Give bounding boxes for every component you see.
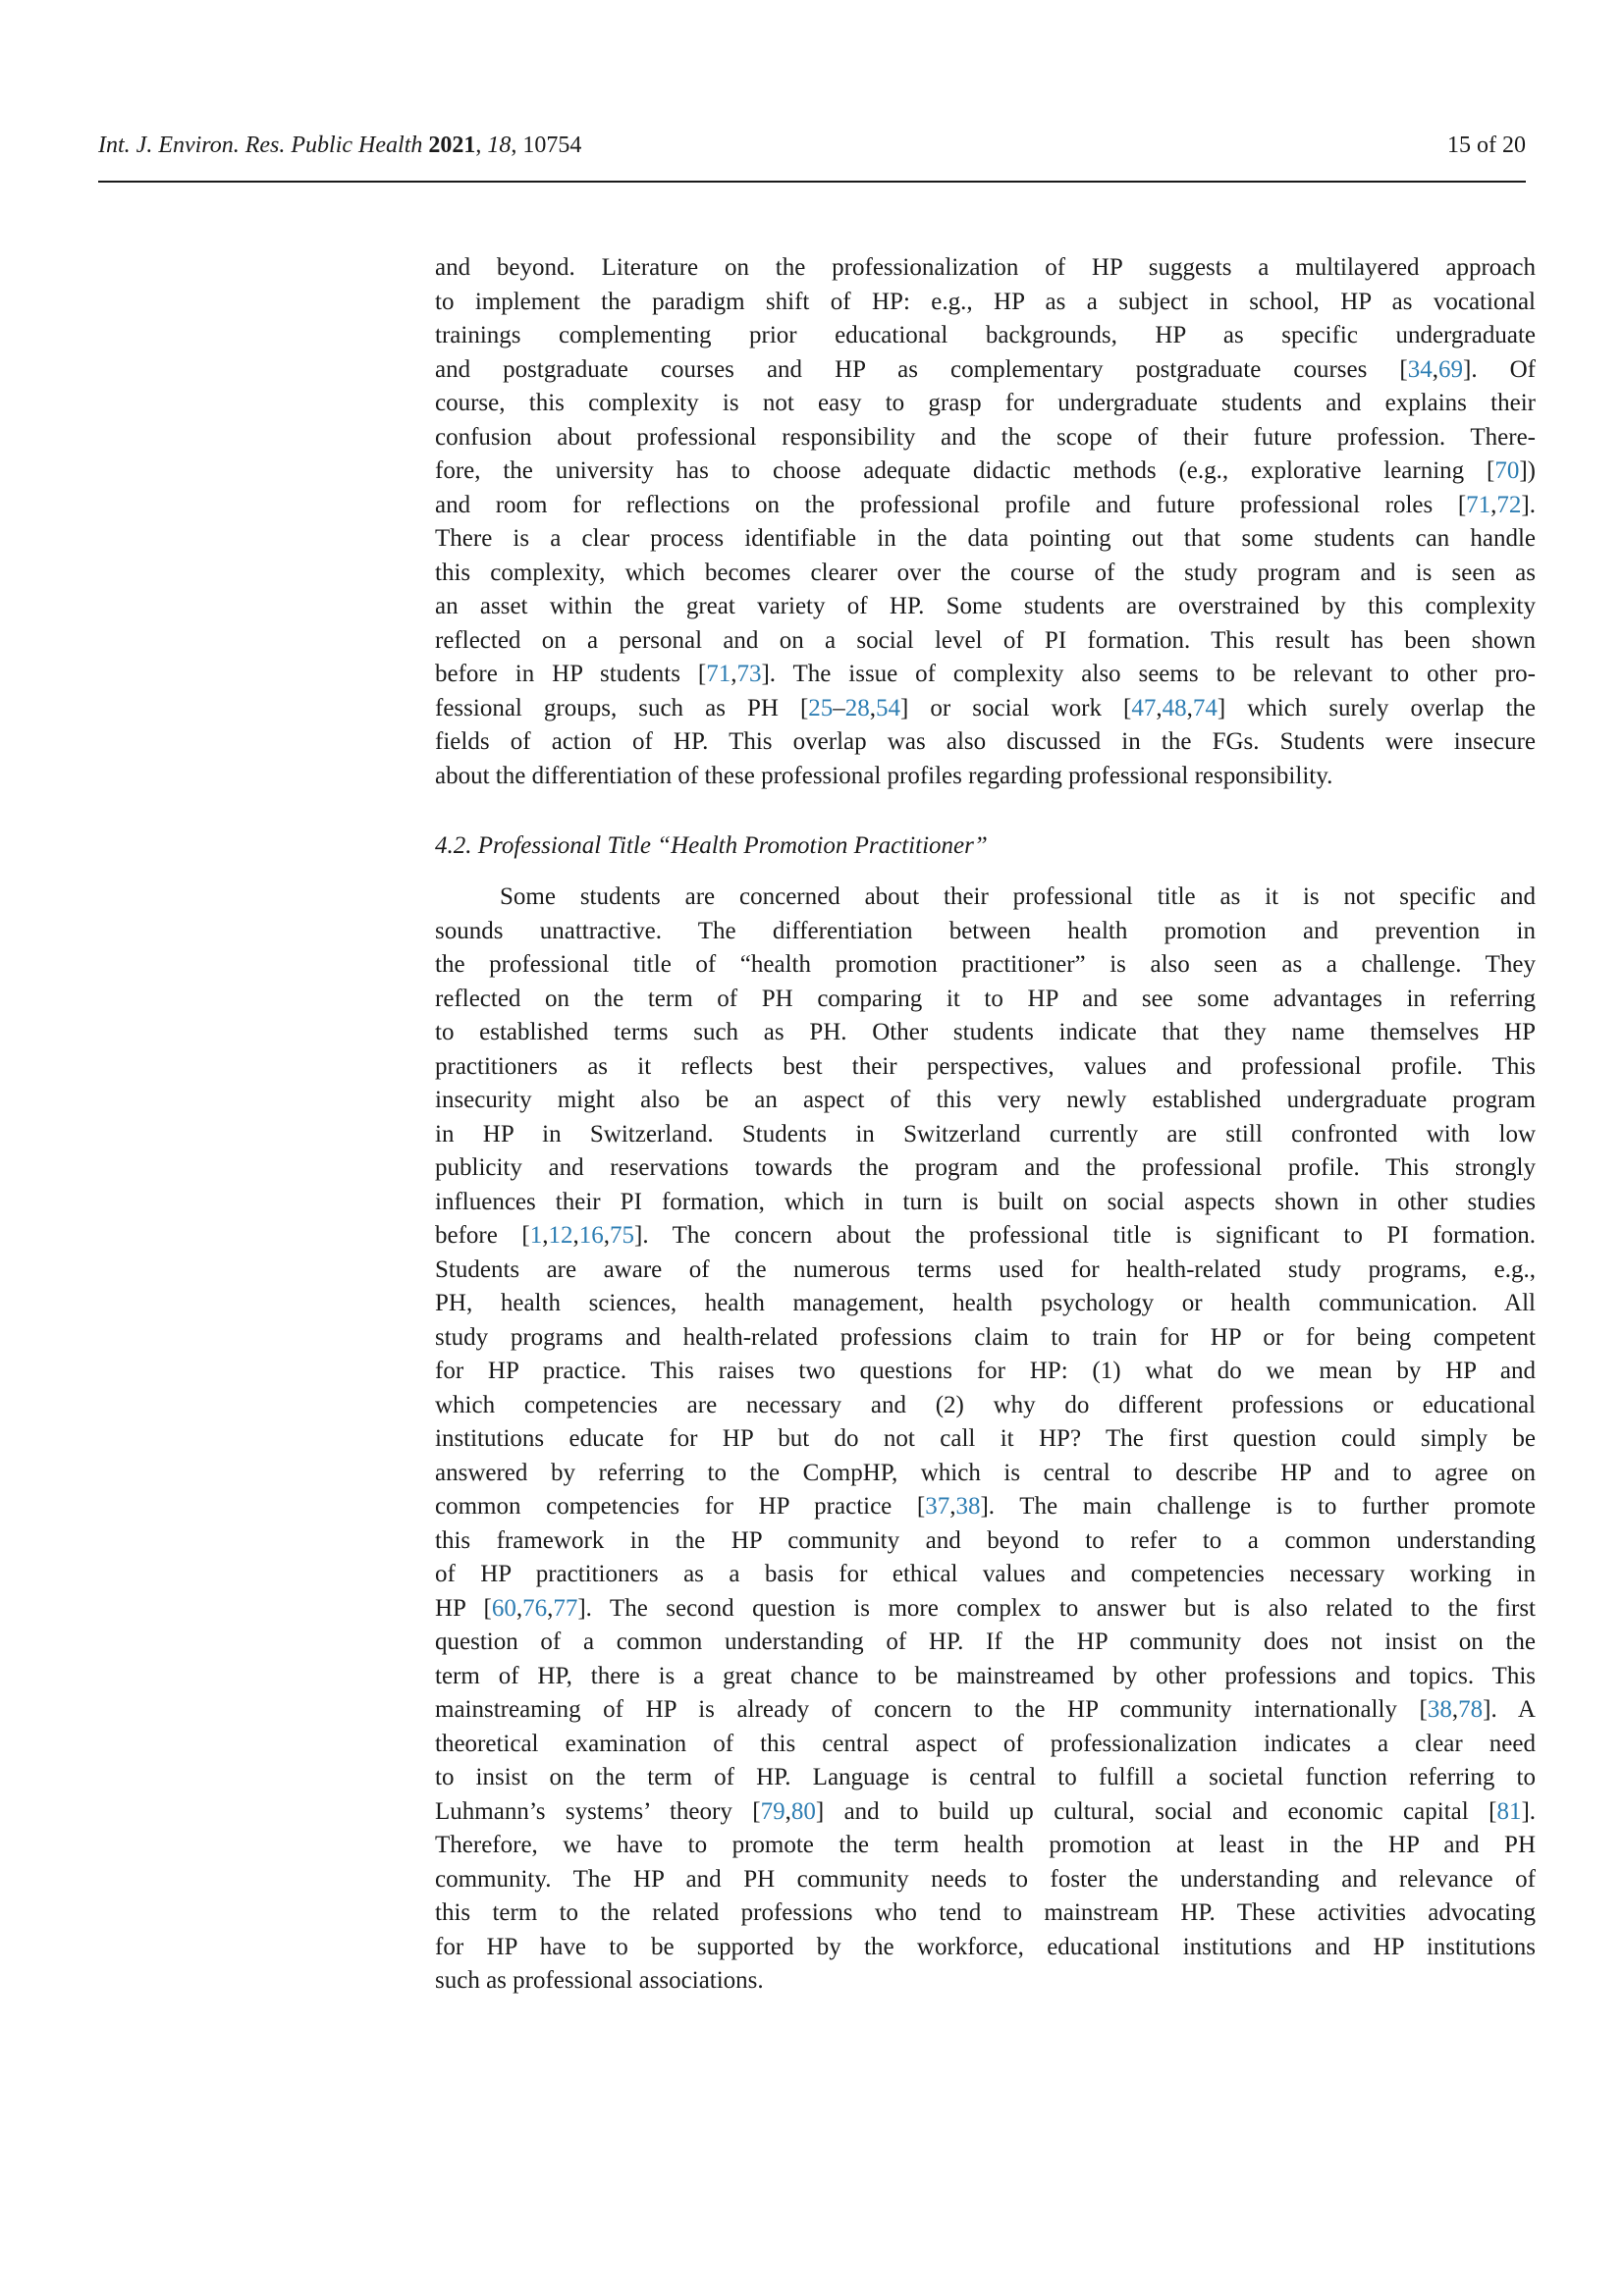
citation-link[interactable]: 37 xyxy=(925,1493,950,1520)
section-heading-4-2: 4.2. Professional Title “Health Promotion Practitioner” xyxy=(435,832,988,859)
text-line: HP [60,76,77]. The second question is more complex to answer but is also related to the first xyxy=(435,1594,1536,1622)
paragraph-complexity xyxy=(435,251,1536,793)
journal-citation-segment: Int. J. Environ. Res. Public Health xyxy=(98,133,423,158)
journal-citation-segment: 2021 xyxy=(428,133,476,158)
text-line: of HP practitioners as a basis for ethical values and competencies necessary working in xyxy=(435,1561,1536,1587)
text-line: question of a common understanding of HP. If the HP community does not insist on the xyxy=(435,1629,1536,1655)
citation-link[interactable]: 28 xyxy=(844,694,870,721)
citation-link[interactable]: 71 xyxy=(1466,491,1491,518)
text-line: which competencies are necessary and (2) why do different professions or educational xyxy=(435,1391,1536,1418)
citation-link[interactable]: 81 xyxy=(1496,1797,1522,1825)
journal-citation-segment: , xyxy=(475,133,488,158)
text-line: to established terms such as PH. Other students indicate that they name themselves HP xyxy=(435,1019,1536,1045)
text-line: course, this complexity is not easy to grasp for undergraduate students and explains their xyxy=(435,390,1536,416)
text-line: fields of action of HP. This overlap was also discussed in the FGs. Students were insecure xyxy=(435,728,1536,755)
citation-link[interactable]: 25 xyxy=(808,694,834,721)
text-line: such as professional associations. xyxy=(435,1967,764,1994)
citation-link[interactable]: 48 xyxy=(1162,694,1187,721)
text-line: influences their PI formation, which in turn is built on social aspects shown in other studies xyxy=(435,1188,1536,1215)
citation-link[interactable]: 16 xyxy=(578,1222,604,1249)
text-line: for HP practice. This raises two questions for HP: (1) what do we mean by HP and xyxy=(435,1358,1536,1384)
text-line: reflected on a personal and on a social level of PI formation. This result has been shown xyxy=(435,626,1536,654)
citation-link[interactable]: 70 xyxy=(1494,457,1520,484)
citation-link[interactable]: 71 xyxy=(706,661,731,687)
text-line: before in HP students [71,73]. The issue of complexity also seems to be relevant to other pro- xyxy=(435,661,1536,687)
text-line: before [1,12,16,75]. The concern about the professional title is significant to PI formation. xyxy=(435,1222,1537,1249)
text-line: confusion about professional responsibility and the scope of their future profession. There- xyxy=(435,423,1536,451)
page-header xyxy=(98,132,1526,159)
text-line: to implement the paradigm shift of HP: e.g., HP as a subject in school, HP as vocational xyxy=(435,288,1536,315)
text-line: this complexity, which becomes clearer over the course of the study program and is seen as xyxy=(435,559,1536,586)
text-line: common competencies for HP practice [37,38]. The main challenge is to further promote xyxy=(435,1493,1536,1520)
text-line: for HP have to be supported by the workforce, educational institutions and HP institutions xyxy=(435,1933,1536,1960)
text-line: an asset within the great variety of HP. Some students are overstrained by this complexity xyxy=(435,593,1536,619)
citation-link[interactable]: 38 xyxy=(1427,1696,1452,1723)
citation-link[interactable]: 69 xyxy=(1437,355,1463,383)
text-line: mainstreaming of HP is already of concern to the HP community internationally [38,78]. A xyxy=(435,1696,1536,1723)
citation-link[interactable]: 78 xyxy=(1458,1696,1484,1723)
citation-link[interactable]: 60 xyxy=(491,1594,516,1622)
text-line: fore, the university has to choose adequate didactic methods (e.g., explorative learning [70]) xyxy=(435,457,1536,484)
text-line: theoretical examination of this central aspect of professionalization indicates a clear need xyxy=(435,1730,1536,1757)
page-number: 15 of 20 xyxy=(1447,133,1526,158)
citation-link[interactable]: 1 xyxy=(529,1222,543,1249)
citation-link[interactable]: 54 xyxy=(876,694,901,721)
citation-link[interactable]: 75 xyxy=(609,1222,634,1249)
citation-link[interactable]: 72 xyxy=(1496,491,1522,518)
text-line: institutions educate for HP but do not call it HP? The first question could simply be xyxy=(435,1425,1536,1452)
citation-link[interactable]: 38 xyxy=(955,1493,981,1520)
text-line: trainings complementing prior educational backgrounds, HP as specific undergraduate xyxy=(435,322,1536,348)
text-line: the professional title of “health promotion practitioner” is also seen as a challenge. They xyxy=(435,951,1536,978)
journal-citation-segment: , 10754 xyxy=(511,133,582,158)
text-line: and beyond. Literature on the professionalization of HP suggests a multilayered approach xyxy=(435,254,1536,281)
text-line: sounds unattractive. The differentiation between health promotion and prevention in xyxy=(435,917,1536,944)
text-line: this framework in the HP community and beyond to refer to a common understanding xyxy=(435,1526,1536,1554)
text-line: reflected on the term of PH comparing it to HP and see some advantages in referring xyxy=(435,985,1536,1012)
text-line: and postgraduate courses and HP as complementary postgraduate courses [34,69]. Of xyxy=(435,355,1536,383)
text-line: fessional groups, such as PH [25–28,54] or social work [47,48,74] which surely overlap the xyxy=(435,694,1536,721)
text-line: Luhmann’s systems’ theory [79,80] and to build up cultural, social and economic capital [81]. xyxy=(435,1797,1537,1825)
text-line: and room for reflections on the professional profile and future professional roles [71,72]. xyxy=(435,491,1536,518)
text-line: to insist on the term of HP. Language is central to fulfill a societal function referring to xyxy=(435,1764,1536,1790)
citation-link[interactable]: 73 xyxy=(736,661,762,687)
citation-link[interactable]: 80 xyxy=(790,1797,816,1825)
text-line: Therefore, we have to promote the term health promotion at least in the HP and PH xyxy=(435,1832,1536,1858)
citation-link[interactable]: 47 xyxy=(1131,694,1157,721)
text-line: in HP in Switzerland. Students in Switzerland currently are still confronted with low xyxy=(435,1120,1536,1148)
paragraph-professional-title xyxy=(435,881,1536,1999)
citation-link[interactable]: 77 xyxy=(553,1594,578,1622)
text-line: Students are aware of the numerous terms used for health-related study programs, e.g., xyxy=(435,1255,1536,1283)
journal-citation-segment: 18 xyxy=(487,133,512,158)
text-line: study programs and health-related professions claim to train for HP or for being competent xyxy=(435,1323,1536,1351)
text-line: practitioners as it reflects best their perspectives, values and professional profile. This xyxy=(435,1052,1536,1080)
citation-link[interactable]: 74 xyxy=(1192,694,1218,721)
text-line: PH, health sciences, health management, health psychology or health communication. All xyxy=(435,1290,1536,1316)
citation-link[interactable]: 34 xyxy=(1407,355,1433,383)
citation-link[interactable]: 79 xyxy=(760,1797,785,1825)
text-line: term of HP, there is a great chance to be mainstreamed by other professions and topics. This xyxy=(435,1662,1536,1689)
text-line: this term to the related professions who tend to mainstream HP. These activities advocating xyxy=(435,1899,1536,1926)
header-rule xyxy=(98,181,1526,183)
text-line: Some students are concerned about their professional title as it is not specific and xyxy=(500,883,1536,910)
text-line: insecurity might also be an aspect of this very newly established undergraduate program xyxy=(435,1087,1536,1113)
citation-link[interactable]: 76 xyxy=(522,1594,548,1622)
text-line: There is a clear process identifiable in the data pointing out that some students can handle xyxy=(435,525,1536,552)
text-line: answered by referring to the CompHP, which is central to describe HP and to agree on xyxy=(435,1459,1536,1486)
journal-citation xyxy=(98,132,581,159)
citation-link[interactable]: 12 xyxy=(548,1222,573,1249)
text-line: community. The HP and PH community needs to foster the understanding and relevance of xyxy=(435,1865,1536,1893)
text-line: about the differentiation of these professional profiles regarding professional responsibility. xyxy=(435,762,1333,789)
text-line: publicity and reservations towards the program and the professional profile. This strongly xyxy=(435,1154,1536,1181)
